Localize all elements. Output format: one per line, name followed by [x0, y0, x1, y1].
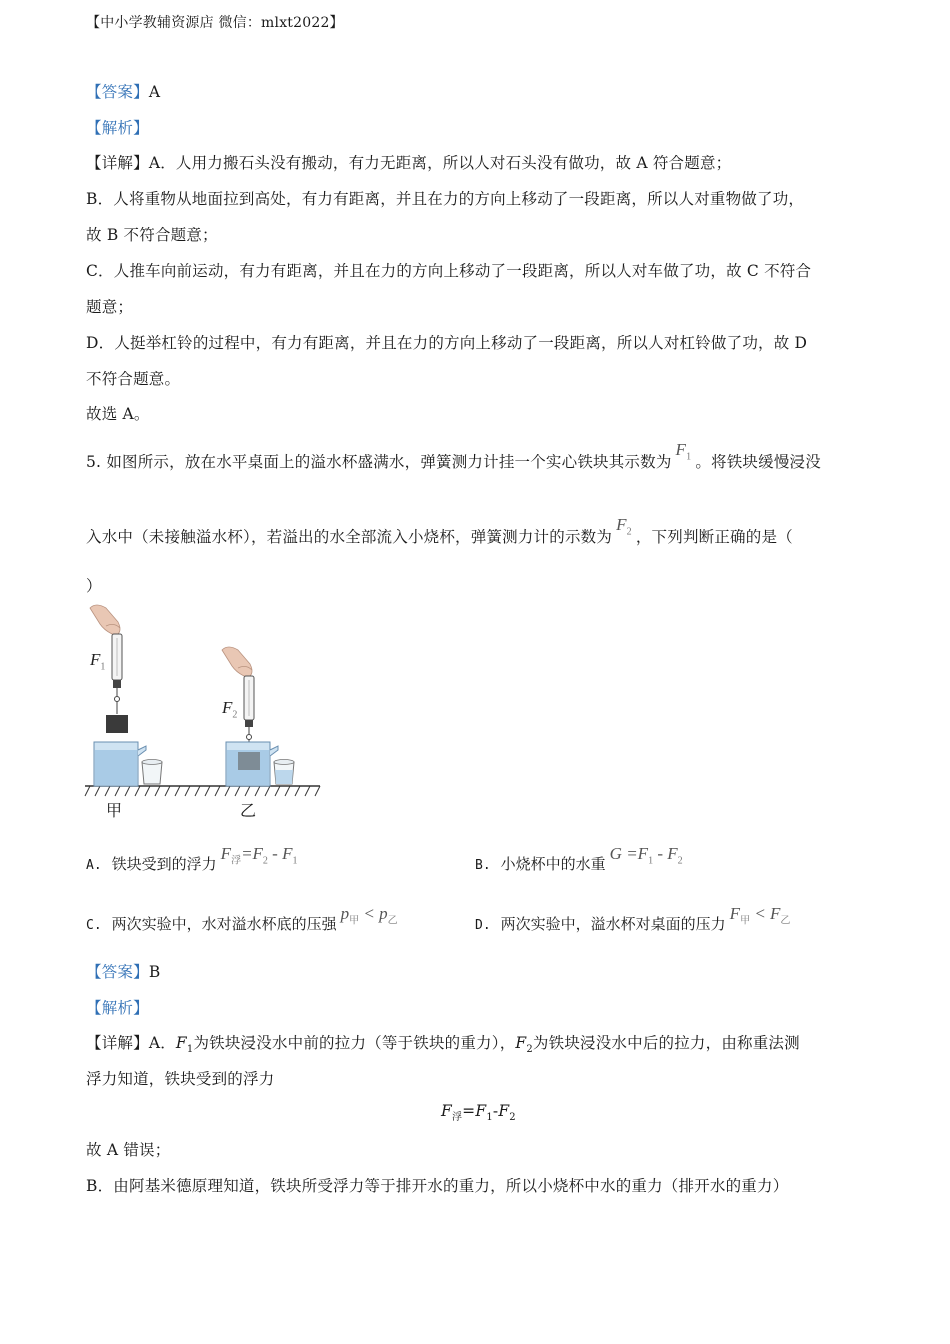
- figure-f2-label: $F_2$: [222, 698, 238, 721]
- setup-left: [90, 605, 162, 786]
- option-c-formula: $p_甲 < p_乙$: [340, 904, 398, 927]
- option-d-formula: $F_甲 < F_乙$: [729, 904, 791, 927]
- figure-label-right: 乙: [240, 801, 257, 820]
- figure-f1-label: $F_1$: [90, 650, 106, 673]
- answer-value: A: [148, 83, 161, 101]
- q4-line-d1: D．人挺举杠铃的过程中，有力有距离，并且在力的方向上移动了一段距离，所以人对杠铃做了功，故 D: [86, 334, 808, 352]
- q5-stem-line2: [86, 515, 793, 549]
- page-header: 【中小学教辅资源店 微信：mlxt2022】: [86, 15, 344, 31]
- stem-text: 5. 如图所示，放在水平桌面上的溢水杯盛满水，弹簧测力计挂一个实心铁块其示数为: [86, 453, 672, 471]
- option-d[interactable]: [475, 904, 791, 936]
- q5-line-a-wrong: 故 A 错误；: [86, 1141, 171, 1159]
- option-a-label: A.: [86, 858, 102, 873]
- q4-answer: [86, 80, 160, 102]
- option-d-text: 两次实验中，溢水杯对桌面的压力: [500, 915, 726, 933]
- q5-detail-line2: 浮力知道，铁块受到的浮力: [86, 1070, 275, 1088]
- figure-label-left: 甲: [106, 801, 123, 820]
- option-c-label: C.: [86, 918, 102, 933]
- answer-tag: 【答案】: [86, 83, 149, 101]
- q5-stem-line3: ）: [86, 577, 102, 595]
- detail-text: A．人用力搬石头没有搬动，有力无距离，所以人对石头没有做功，故 A 符合题意；: [148, 154, 732, 172]
- buoyancy-equation: $F_浮=F_1-F_2$: [441, 1102, 516, 1124]
- f2-inline: $F_2$: [515, 1034, 533, 1056]
- detail-tag: 【详解】: [86, 154, 149, 172]
- q5-detail-line1: 【详解】A．$F_1$为铁块浸没水中前的拉力（等于铁块的重力），$F_2$为铁块浸没水中后的拉力，由称重法测: [86, 1034, 800, 1056]
- q5-answer: [86, 960, 160, 982]
- option-c-text: 两次实验中，水对溢水杯底的压强: [111, 915, 337, 933]
- option-b-formula: $G =F_1 - F_2$: [609, 844, 683, 867]
- experiment-figure: [82, 600, 327, 825]
- option-b[interactable]: [475, 844, 683, 876]
- q4-line-d2: 不符合题意。: [86, 370, 181, 388]
- option-a-text: 铁块受到的浮力: [111, 855, 217, 873]
- answer-tag: 【答案】: [86, 963, 149, 981]
- q4-line-b2: 故 B 不符合题意；: [86, 226, 218, 244]
- f1-inline: $F_1$: [175, 1034, 194, 1056]
- q5-analysis-tag: 【解析】: [86, 999, 149, 1017]
- f1-symbol: $F_1$: [675, 440, 692, 463]
- stem-text: 入水中（未接触溢水杯），若溢出的水全部流入小烧杯，弹簧测力计的示数为: [86, 528, 613, 546]
- option-a-formula: $F_浮=F_2 - F_1$: [220, 844, 298, 867]
- q4-line-choice: 故选 A。: [86, 405, 150, 423]
- stem-text: 。将铁块缓慢浸没: [695, 453, 821, 471]
- option-b-text: 小烧杯中的水重: [500, 855, 606, 873]
- answer-value: B: [148, 963, 161, 981]
- q5-line-b: B．由阿基米德原理知道，铁块所受浮力等于排开水的重力，所以小烧杯中水的重力（排开水的重力）: [86, 1177, 789, 1195]
- option-d-label: D.: [475, 918, 491, 933]
- stem-text: ，下列判断正确的是（: [635, 528, 793, 546]
- q5-stem-line1: [86, 440, 821, 474]
- q4-detail-line: [86, 151, 731, 173]
- option-a[interactable]: [86, 844, 298, 876]
- option-c[interactable]: [86, 904, 398, 936]
- q4-analysis-tag: 【解析】: [86, 119, 149, 137]
- ground-hatching: [85, 786, 320, 796]
- q4-line-c1: C．人推车向前运动，有力有距离，并且在力的方向上移动了一段距离，所以人对车做了功，故 C 不符合: [86, 262, 812, 280]
- f2-symbol: $F_2$: [616, 515, 632, 538]
- q4-line-c2: 题意；: [86, 298, 134, 316]
- option-b-label: B.: [475, 858, 491, 873]
- q4-line-b1: B．人将重物从地面拉到高处，有力有距离，并且在力的方向上移动了一段距离，所以人对重物做了功，: [86, 190, 805, 208]
- overflow-cup-diagram: [82, 600, 327, 825]
